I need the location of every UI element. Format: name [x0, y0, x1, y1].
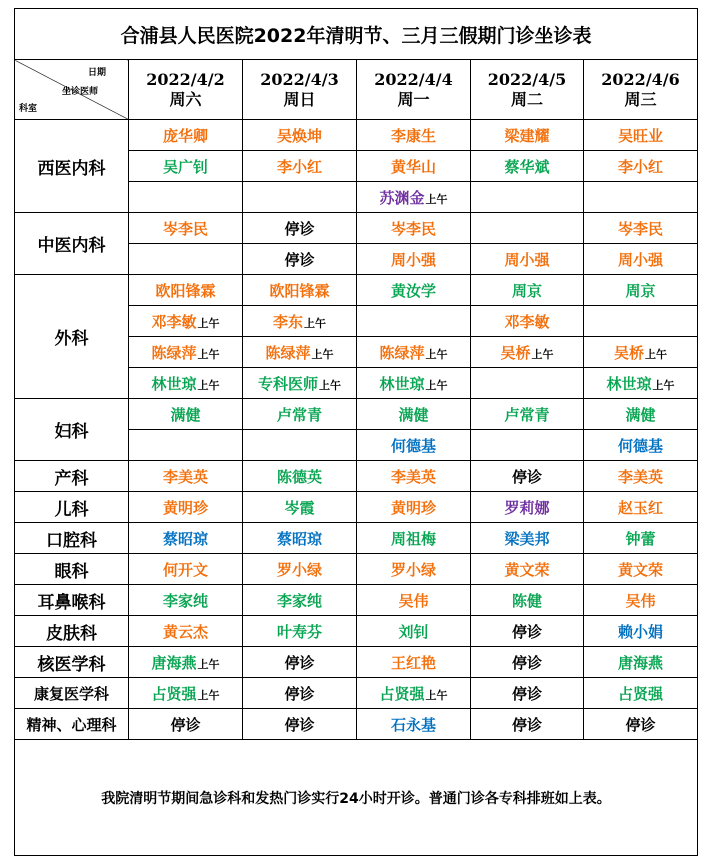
- doctor-name: 罗小绿: [390, 560, 436, 579]
- weekday-label: 周二: [510, 89, 543, 109]
- doctor-cell: [357, 120, 471, 151]
- doctor-cell: [129, 244, 243, 275]
- table-row: [15, 678, 698, 709]
- header-row: [15, 60, 698, 120]
- doctor-cell: [357, 585, 471, 616]
- doctor-name: 停诊: [511, 653, 542, 672]
- doctor-name: 李美英: [162, 467, 208, 486]
- doctor-cell: [357, 709, 471, 740]
- doctor-cell: [584, 213, 698, 244]
- doctor-name: 蔡昭琼: [276, 529, 322, 548]
- doctor-cell: [357, 492, 471, 523]
- doctor-cell: [243, 244, 357, 275]
- doctor-cell: [243, 616, 357, 647]
- doctor-name: 赵玉红: [618, 498, 664, 517]
- doctor-cell: [471, 213, 584, 244]
- doctor-cell: [584, 616, 698, 647]
- doctor-cell: [243, 461, 357, 492]
- shift-label: 上午: [425, 192, 448, 206]
- schedule-table: [14, 8, 698, 856]
- doctor-name: 王红艳: [390, 653, 436, 672]
- doctor-cell: [471, 616, 584, 647]
- date-label: 2022/4/3: [260, 69, 339, 89]
- shift-label: 上午: [652, 378, 675, 392]
- doctor-name: 卢常青: [276, 405, 322, 424]
- department-cell: 康复医学科: [15, 678, 129, 709]
- doctor-name: 黄华山: [390, 157, 436, 176]
- doctor-cell: [243, 554, 357, 585]
- table-row: [15, 554, 698, 585]
- doctor-cell: [584, 585, 698, 616]
- doctor-cell: [243, 275, 357, 306]
- doctor-cell: [584, 120, 698, 151]
- doctor-name: 刘钊: [398, 622, 429, 641]
- doctor-cell: [129, 151, 243, 182]
- doctor-name: 停诊: [511, 467, 542, 486]
- table-row: [15, 647, 698, 678]
- doctor-name: 梁美邦: [504, 529, 550, 548]
- doctor-name: 周京: [625, 281, 656, 300]
- doctor-name: 何德基: [618, 436, 664, 455]
- doctor-name: 黄文荣: [618, 560, 664, 579]
- doctor-name: 叶寿芬: [276, 622, 322, 641]
- department-cell: 眼科: [15, 554, 129, 585]
- doctor-name: 满健: [170, 405, 201, 424]
- doctor-cell: [129, 337, 243, 368]
- shift-label: 上午: [425, 688, 448, 702]
- table-row: [15, 399, 698, 430]
- doctor-name: 唐海燕: [618, 653, 664, 672]
- doctor-name: 陈绿萍: [379, 343, 425, 362]
- doctor-name: 李家纯: [276, 591, 322, 610]
- doctor-cell: [243, 647, 357, 678]
- doctor-cell: [357, 399, 471, 430]
- doctor-name: 李康生: [390, 126, 436, 145]
- shift-label: 上午: [197, 657, 220, 671]
- doctor-cell: [357, 368, 471, 399]
- department-cell: 皮肤科: [15, 616, 129, 647]
- doctor-cell: [584, 151, 698, 182]
- doctor-cell: [584, 492, 698, 523]
- doctor-name: 专科医师: [257, 374, 318, 393]
- doctor-name: 蔡昭琼: [162, 529, 208, 548]
- doctor-name: 满健: [625, 405, 656, 424]
- department-cell: 儿科: [15, 492, 129, 523]
- doctor-name: 石永基: [390, 715, 436, 734]
- footer-row: [15, 740, 698, 856]
- doctor-name: 停诊: [284, 684, 315, 703]
- doctor-cell: [129, 709, 243, 740]
- doctor-cell: [584, 306, 698, 337]
- doctor-name: 周祖梅: [390, 529, 436, 548]
- doctor-cell: [471, 461, 584, 492]
- table-row: [15, 616, 698, 647]
- doctor-name: 吴伟: [625, 591, 656, 610]
- doctor-name: 占贤强: [618, 684, 664, 703]
- doctor-name: 林世琼: [151, 374, 197, 393]
- doctor-name: 李美英: [618, 467, 664, 486]
- doctor-cell: [357, 213, 471, 244]
- shift-label: 上午: [531, 347, 554, 361]
- doctor-cell: [357, 678, 471, 709]
- doctor-cell: [471, 120, 584, 151]
- doctor-name: 李家纯: [162, 591, 208, 610]
- corner-header-cell: [15, 60, 129, 120]
- doctor-cell: [243, 492, 357, 523]
- shift-label: 上午: [425, 347, 448, 361]
- doctor-cell: [584, 461, 698, 492]
- doctor-cell: [584, 523, 698, 554]
- doctor-cell: [584, 368, 698, 399]
- doctor-cell: [471, 492, 584, 523]
- doctor-name: 庞华卿: [162, 126, 208, 145]
- doctor-cell: [129, 554, 243, 585]
- doctor-cell: [471, 275, 584, 306]
- doctor-cell: [471, 368, 584, 399]
- footer-note: 我院清明节期间急诊科和发热门诊实行24小时开诊。普通门诊各专科排班如上表。: [15, 740, 698, 856]
- doctor-name: 黄文荣: [504, 560, 550, 579]
- doctor-cell: [243, 213, 357, 244]
- doctor-cell: [584, 337, 698, 368]
- doctor-cell: [471, 585, 584, 616]
- doctor-cell: [471, 399, 584, 430]
- doctor-name: 吴焕坤: [276, 126, 322, 145]
- doctor-name: 吴桥: [614, 343, 645, 362]
- doctor-cell: [129, 213, 243, 244]
- doctor-name: 罗小绿: [276, 560, 322, 579]
- weekday-label: 周六: [169, 89, 202, 109]
- doctor-name: 欧阳锋霖: [269, 281, 330, 300]
- doctor-cell: [357, 461, 471, 492]
- doctor-name: 占贤强: [379, 684, 425, 703]
- shift-label: 上午: [197, 688, 220, 702]
- doctor-name: 赖小娟: [618, 622, 664, 641]
- doctor-cell: [243, 182, 357, 213]
- doctor-cell: [357, 337, 471, 368]
- doctor-cell: [243, 306, 357, 337]
- doctor-name: 停诊: [625, 715, 656, 734]
- doctor-cell: [243, 709, 357, 740]
- doctor-name: 何德基: [390, 436, 436, 455]
- table-title: 合浦县人民医院2022年清明节、三月三假期门诊坐诊表: [15, 9, 698, 60]
- doctor-name: 停诊: [284, 250, 315, 269]
- doctor-cell: [243, 523, 357, 554]
- doctor-cell: [357, 275, 471, 306]
- doctor-name: 陈绿萍: [265, 343, 311, 362]
- doctor-name: 黄明珍: [162, 498, 208, 517]
- doctor-name: 停诊: [511, 684, 542, 703]
- department-cell: 西医内科: [15, 120, 129, 213]
- doctor-name: 黄明珍: [390, 498, 436, 517]
- doctor-name: 周小强: [390, 250, 436, 269]
- doctor-name: 周小强: [618, 250, 664, 269]
- doctor-cell: [357, 554, 471, 585]
- doctor-cell: [243, 399, 357, 430]
- shift-label: 上午: [304, 316, 326, 330]
- department-cell: 产科: [15, 461, 129, 492]
- date-header-cell: [129, 60, 243, 120]
- doctor-name: 吴广钊: [162, 157, 208, 176]
- doctor-cell: [357, 523, 471, 554]
- corner-label-department: 科室: [19, 104, 38, 114]
- doctor-cell: [243, 678, 357, 709]
- table-row: [15, 461, 698, 492]
- doctor-cell: [357, 306, 471, 337]
- table-row: [15, 275, 698, 306]
- doctor-name: 李东: [272, 312, 303, 331]
- doctor-cell: [129, 306, 243, 337]
- doctor-cell: [584, 709, 698, 740]
- doctor-cell: [471, 182, 584, 213]
- date-label: 2022/4/6: [601, 69, 680, 89]
- doctor-cell: [129, 430, 243, 461]
- doctor-name: 吴伟: [398, 591, 429, 610]
- shift-label: 上午: [645, 347, 668, 361]
- doctor-name: 黄汝学: [390, 281, 436, 300]
- doctor-name: 蔡华斌: [504, 157, 550, 176]
- doctor-cell: [129, 492, 243, 523]
- date-header-cell: [584, 60, 698, 120]
- doctor-cell: [129, 523, 243, 554]
- doctor-cell: [471, 244, 584, 275]
- doctor-name: 周京: [511, 281, 542, 300]
- department-cell: 妇科: [15, 399, 129, 461]
- doctor-cell: [584, 182, 698, 213]
- table-row: [15, 492, 698, 523]
- doctor-name: 罗莉娜: [504, 498, 550, 517]
- doctor-cell: [243, 337, 357, 368]
- doctor-name: 邓李敏: [504, 312, 550, 331]
- doctor-cell: [243, 120, 357, 151]
- weekday-label: 周一: [397, 89, 430, 109]
- doctor-name: 李小红: [618, 157, 664, 176]
- doctor-name: 岑李民: [618, 219, 664, 238]
- shift-label: 上午: [197, 347, 220, 361]
- weekday-label: 周日: [283, 89, 316, 109]
- doctor-name: 岑李民: [390, 219, 436, 238]
- table-row: [15, 120, 698, 151]
- date-header-cell: [243, 60, 357, 120]
- doctor-cell: [357, 151, 471, 182]
- department-cell: 中医内科: [15, 213, 129, 275]
- doctor-cell: [584, 430, 698, 461]
- doctor-name: 停诊: [170, 715, 201, 734]
- doctor-cell: [471, 678, 584, 709]
- doctor-cell: [129, 399, 243, 430]
- doctor-cell: [129, 647, 243, 678]
- doctor-name: 何开文: [162, 560, 208, 579]
- doctor-cell: [357, 616, 471, 647]
- doctor-cell: [584, 244, 698, 275]
- doctor-cell: [471, 151, 584, 182]
- doctor-name: 停诊: [511, 622, 542, 641]
- doctor-name: 停诊: [284, 653, 315, 672]
- doctor-name: 岑霞: [284, 498, 315, 517]
- doctor-cell: [357, 647, 471, 678]
- doctor-cell: [129, 275, 243, 306]
- doctor-cell: [471, 647, 584, 678]
- doctor-cell: [471, 337, 584, 368]
- shift-label: 上午: [319, 378, 341, 392]
- table-row: [15, 523, 698, 554]
- doctor-cell: [584, 275, 698, 306]
- department-cell: 核医学科: [15, 647, 129, 678]
- department-cell: 精神、心理科: [15, 709, 129, 740]
- doctor-name: 停诊: [511, 715, 542, 734]
- doctor-name: 唐海燕: [151, 653, 197, 672]
- doctor-cell: [129, 678, 243, 709]
- doctor-name: 林世琼: [379, 374, 425, 393]
- doctor-cell: [243, 585, 357, 616]
- date-label: 2022/4/2: [146, 69, 225, 89]
- doctor-name: 林世琼: [606, 374, 652, 393]
- doctor-name: 吴旺业: [618, 126, 664, 145]
- department-cell: 口腔科: [15, 523, 129, 554]
- corner-label-date: 日期: [87, 68, 106, 78]
- doctor-cell: [243, 430, 357, 461]
- doctor-cell: [471, 554, 584, 585]
- doctor-cell: [129, 120, 243, 151]
- shift-label: 上午: [197, 316, 220, 330]
- doctor-name: 李小红: [276, 157, 322, 176]
- doctor-cell: [243, 368, 357, 399]
- doctor-name: 岑李民: [162, 219, 208, 238]
- department-cell: 耳鼻喉科: [15, 585, 129, 616]
- doctor-name: 周小强: [504, 250, 550, 269]
- doctor-cell: [357, 182, 471, 213]
- doctor-cell: [129, 182, 243, 213]
- doctor-cell: [471, 430, 584, 461]
- doctor-name: 满健: [398, 405, 429, 424]
- doctor-name: 陈绿萍: [151, 343, 197, 362]
- date-header-cell: [357, 60, 471, 120]
- table-row: [15, 585, 698, 616]
- weekday-label: 周三: [624, 89, 657, 109]
- doctor-name: 陈德英: [276, 467, 322, 486]
- doctor-cell: [584, 554, 698, 585]
- table-row: [15, 709, 698, 740]
- doctor-cell: [357, 430, 471, 461]
- doctor-name: 李美英: [390, 467, 436, 486]
- doctor-name: 欧阳锋霖: [155, 281, 216, 300]
- doctor-cell: [129, 585, 243, 616]
- doctor-name: 苏渊金: [379, 188, 425, 207]
- date-header-cell: [471, 60, 584, 120]
- table-row: [15, 213, 698, 244]
- doctor-cell: [471, 709, 584, 740]
- date-label: 2022/4/4: [374, 69, 453, 89]
- doctor-name: 停诊: [284, 715, 315, 734]
- corner-label-doctor: 坐诊医师: [61, 87, 98, 97]
- doctor-name: 卢常青: [504, 405, 550, 424]
- doctor-cell: [243, 151, 357, 182]
- doctor-name: 占贤强: [151, 684, 197, 703]
- doctor-name: 梁建耀: [504, 126, 550, 145]
- doctor-name: 钟蕾: [625, 529, 656, 548]
- doctor-name: 停诊: [284, 219, 315, 238]
- doctor-cell: [129, 368, 243, 399]
- doctor-cell: [584, 399, 698, 430]
- doctor-name: 吴桥: [500, 343, 531, 362]
- doctor-cell: [584, 647, 698, 678]
- date-label: 2022/4/5: [487, 69, 567, 89]
- doctor-cell: [471, 306, 584, 337]
- doctor-cell: [471, 523, 584, 554]
- doctor-cell: [129, 616, 243, 647]
- shift-label: 上午: [197, 378, 220, 392]
- doctor-name: 黄云杰: [162, 622, 208, 641]
- department-cell: 外科: [15, 275, 129, 399]
- shift-label: 上午: [425, 378, 448, 392]
- doctor-cell: [357, 244, 471, 275]
- doctor-name: 陈健: [511, 591, 542, 610]
- doctor-cell: [129, 461, 243, 492]
- shift-label: 上午: [311, 347, 334, 361]
- doctor-name: 邓李敏: [151, 312, 197, 331]
- doctor-cell: [584, 678, 698, 709]
